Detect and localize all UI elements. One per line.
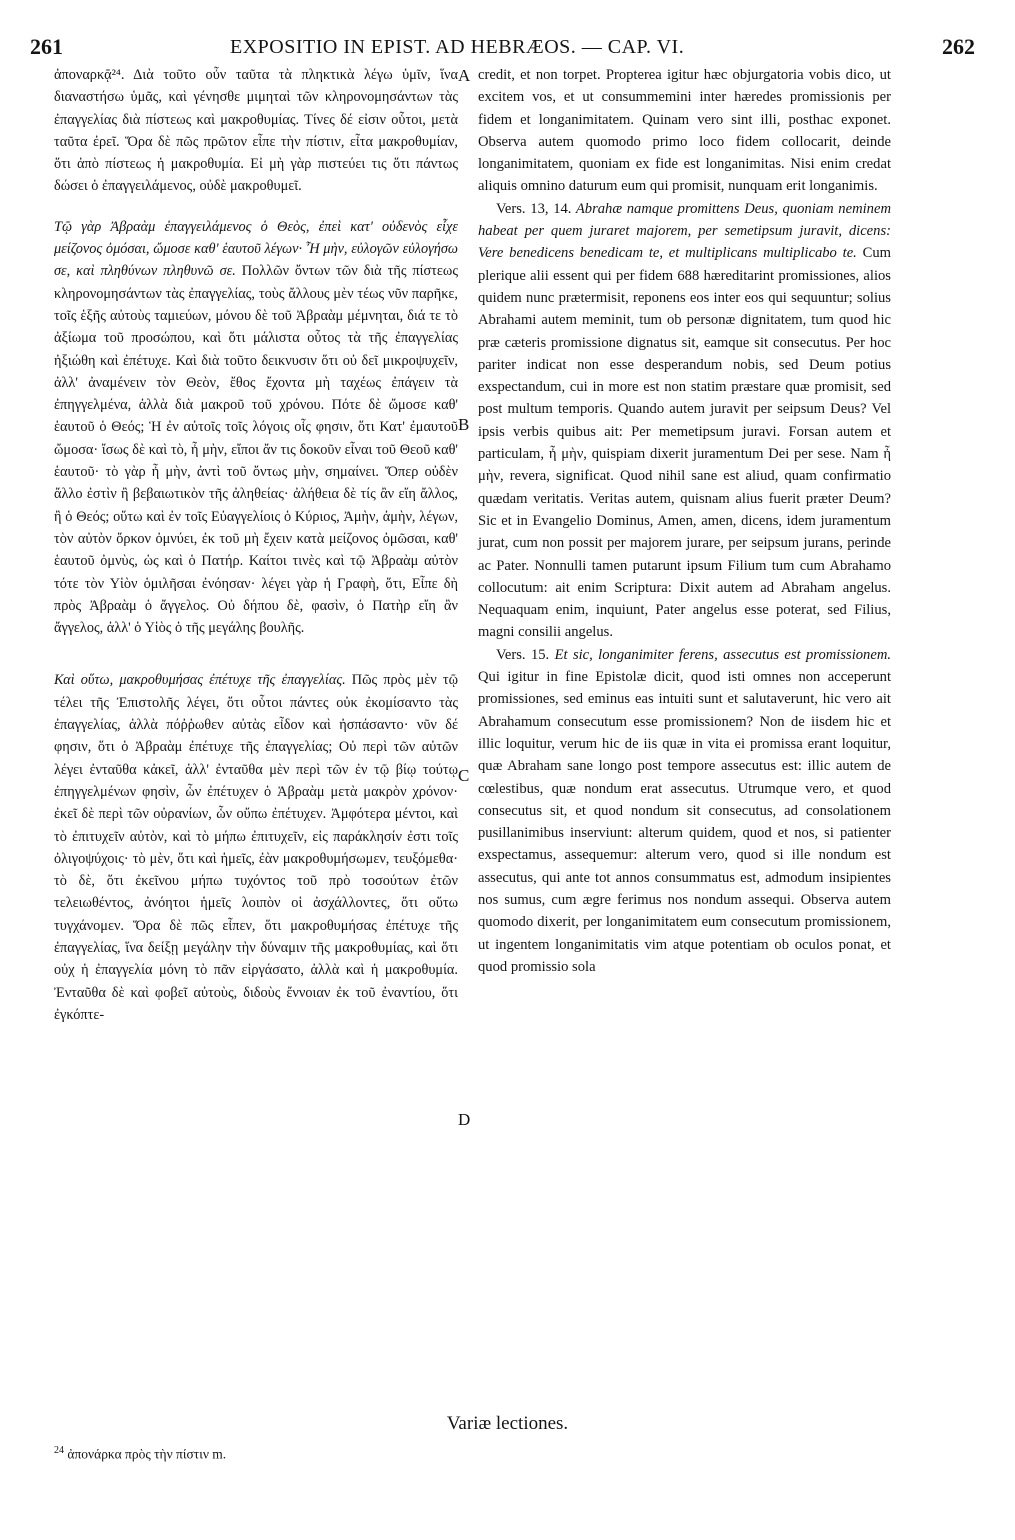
running-title: EXPOSITIO IN EPIST. AD HEBRÆOS. — CAP. VI. (230, 36, 685, 58)
greek-paragraph-2 (54, 216, 458, 640)
verse-label-13-14: Vers. 13, 14. (496, 200, 572, 217)
footnote-mark: 24 (54, 1445, 64, 1456)
greek-paragraph-1: ἀποναρκᾷ²⁴. Διὰ τοῦτο οὖν ταῦτα τὰ πληκτικὰ λέγω ὑμῖν, ἵνα διαναστήσω ὑμᾶς, καὶ γένησθε μιμηταὶ τῶν κληρονομησάντων τὰς ἐπαγγελίας διὰ πίστεως καὶ μακροθυμίας. Τίνες δέ εἰσιν οὗτοι, μετὰ ταῦτα ἐρεῖ. Ὅρα δὲ πῶς πρῶτον εἶπε τὴν πίστιν, εἶτα μακροθυμίαν, ὅτι ἀπὸ πίστεως ἡ μακροθυμία. Εἰ μὴ γὰρ πιστεύει τις ὅτι πάντως δώσει ὁ ἐπαγγειλάμενος, οὐδὲ μακροθυμεῖ. (54, 67, 458, 195)
page-number-right: 262 (942, 34, 975, 59)
greek-paragraph-3 (54, 669, 458, 1026)
footnote-text: ἀπονάρκα πρὸς τὴν πίστιν m. (64, 1446, 227, 1462)
margin-letter-c: C (458, 766, 470, 785)
greek-commentary-3: Πῶς πρὸς μὲν τῷ τέλει τῆς Ἐπιστολῆς λέγει, ὅτι οὗτοι πάντες οὐκ ἐκομίσαντο τὰς ἐπαγγελίας, ἀλλὰ πόῤῥωθεν αὐτὰς εἶδον καὶ ἠσπάσαντο· νῦν δέ φησιν, ὅτι ὁ Ἀβραὰμ ἐπέτυχε τῆς ἐπαγγελίας; Οὐ περὶ τῶν αὐτῶν λέγει ἐνταῦθα κἀκεῖ, ἀλλ' ἐνταῦθα μὲν περὶ τῶν ἐν τῷ βίῳ τούτῳ ἐπηγγελμένων φησὶν, ὧν ἐπέτυχεν ὁ Ἀβραὰμ μετὰ μακρὸν χρόνον· ἐκεῖ δὲ περὶ τῶν οὐρανίων, ὧν οὔπω ἐπέτυχεν. Ἀμφότερα μέντοι, καὶ τὸ ἐπιτυχεῖν αὐτὸν, καὶ τὸ μήπω ἐπιτυχεῖν, εἰς παράκλησίν ἐστι τοῖς ὀλιγοψύχοις· τὸ μὲν, ὅτι καὶ ἡμεῖς, ἐὰν μακροθυμήσωμεν, τευξόμεθα· τὸ δὲ, ὅτι ἐκεῖνου μήπω τυχόντος τοῦ πρὸ τοσούτων ἐτῶν τελειωθέντος, ἀνόητοι ἡμεῖς λοιπὸν οἱ ἀσχάλλοντες, ὅτι οὕτω τυγχάνομεν. Ὅρα δὲ πῶς εἶπεν, ὅτι μακροθυμήσας ἐπέτυχε τῆς ἐπαγγελίας, ἵνα δείξῃ μεγάλην τὴν δύναμιν τῆς μακροθυμίας, καὶ ὅτι οὐχ ἡ ἐπαγγελία μόνη τὸ πᾶν εἰργάσατο, ἀλλὰ καὶ ἡ μακροθυμία. Ἐνταῦθα δὲ καὶ φοβεῖ αὐτοὺς, διδοὺς ἔννοιαν ἐκ τοῦ ἐναντίου, ὅτι ἐγκόπτε- (54, 672, 458, 1023)
latin-paragraph-2 (478, 198, 891, 644)
latin-lemma-3: Et sic, longanimiter ferens, assecutus est promissionem. (549, 646, 892, 663)
variae-lectiones-heading: Variæ lectiones. (446, 1413, 569, 1434)
greek-column (54, 64, 458, 1026)
margin-letter-a: A (458, 66, 471, 85)
latin-paragraph-1: credit, et non torpet. Propterea igitur hæc objurgatoria vobis dico, ut excitem vos, et ut consummemini inter hæredes promissionis per fidem et longanimitatem. Quinam vero sint illi, posthac exponet. Observa autem quomodo primo loco fidem collocarit, deinde longanimitatem, quoniam ex fide est longanimitas. Nisi enim credat aliquis omnino daturum eum qui promisit, nunquam erit longanimis. (478, 67, 891, 195)
latin-commentary-3: Qui igitur in fine Epistolæ dicit, quod isti omnes non acceperunt promissiones, sed eminus eas intuiti sunt et salutaverunt, hic vero ait Abrahamum consecutum esse promissionem? Non de iisdem hic et illic loquitur, verum hic de iis quæ in vita ei promissa erant loquitur, quæ Abraham sane longo post tempore assecutus est: illic autem de cœlestibus, quæ nondum erat assecutus. Utrumque vero, et quod consecutus sit, et quod nondum sit consecutus, ad consolationem pusillanimibus inserviunt: alterum quidem, quod et nos, si patienter exspectamus, assequemur: alterum vero, quod si ille nondum est assecutus, qui ante tot annos consummatus est, admodum insipientes nos sumus, cum ægre ferimus nos nondum assequi. Observa autem quomodo dixerit, per longanimitatem eum consecutum promissionem, ut ingentem longanimitatis vim atque potentiam ob oculos ponat, et quod promissio sola (478, 669, 891, 975)
latin-commentary-2: Cum plerique alii essent qui per fidem 688 hæreditarint promissiones, alios quidem nunc prætermisit, reponens eos inter eos qui sequuntur; solius Abrahami autem meminit, tum ob personæ dignitatem, tum quod hic præ cæteris promissione dignatus sit, eamque sit consecutus. Per hoc pariter indicat non esse desperandum nobis, sed Deum potius exspectandum, cui in more est non statim præstare quæ promisit, sed post multum temporis. Quando autem juravit per seipsum Deus? Vel ipsis verbis quibus ait: Per memetipsum juravi. Forsan autem et particulam, ἦ μὴν, quispiam dixerit juramentum Dei per sese. Nam ἦ μὴν, revera, significat. Quod nihil sane est aliud, quam confirmatio quædam veritatis. Veritas autem, quisnam alius fuerit præter Deum? Sic et in Evangelio Dominus, Amen, amen, dicens, idem juramentum jurat, cum non possit per majorem jurare, per seipsum jurans, perinde ac Pater. Nonnulli tamen putarunt ipsum Filium tum cum Abrahamo collocutum: ait enim Scriptura: Dixit autem ad Abraham angelus. Nequaquam enim, inquiunt, Pater angelus esse poterat, sed Filius, magni consilii angelus. (478, 245, 892, 641)
verse-label-15: Vers. 15. (496, 646, 550, 663)
footnote (54, 1445, 226, 1463)
margin-letter-d: D (458, 1110, 471, 1129)
latin-column (478, 64, 891, 978)
latin-paragraph-3 (478, 644, 891, 978)
greek-lemma-2: Τῷ γὰρ Ἀβραὰμ ἐπαγγειλάμενος ὁ Θεὸς, ἐπεὶ κατ' οὐδενὸς εἶχε μείζονος ὀμόσαι, ὤμοσε καθ' ἑαυτοῦ λέγων· Ἦ μὴν, εὐλογῶν εὐλογήσω σε, καὶ πληθύνων πληθυνῶ σε. (54, 218, 458, 280)
page-number-left: 261 (30, 34, 63, 59)
greek-lemma-3: Καὶ οὕτω, μακροθυμήσας ἐπέτυχε τῆς ἐπαγγελίας. (54, 672, 346, 689)
margin-letter-b: B (458, 415, 470, 434)
greek-commentary-2: Πολλῶν ὄντων τῶν διὰ τῆς πίστεως κληρονομησάντων τὰς ἐπαγγελίας, τοὺς ἄλλους μὲν τέως νῦν παρῆκε, τοῖς ἑξῆς αὐτοὺς ταμιεύων, μόνου δὲ τοῦ Ἀβραὰμ μέμνηται, διά τε τὸ ἀξίωμα τοῦ προσώπου, καὶ ὅτι μάλιστα οὗτος τὰ τῆς ἐπαγγελίας ἠξιώθη καὶ ἐπέτυχε. Καὶ διὰ τοῦτο δεικνυσιν ὅτι οὐ δεῖ μικροψυχεῖν, ἀλλ' ἀναμένειν τὸν Θεὸν, ἔθος ἔχοντα μὴ ταχέως ἐπάγειν τὰ ἐπηγγελμένα, ἀλλὰ διὰ μακροῦ τοῦ χρόνου. Πότε δὲ ὤμοσε καθ' ἑαυτοῦ ὁ Θεός; Ἡ ἐν αὐτοῖς τοῖς λόγοις οἷς φησιν, ὅτι Κατ' ἐμαυτοῦ ὤμοσα· ἴσως δὲ καὶ τὸ, ἦ μὴν, εἴποι ἄν τις δοκοῦν εἶναι τοῦ Θεοῦ καθ' ἑαυτοῦ· τὸ γὰρ ἦ μὴν, ἀντὶ τοῦ ὄντως μὴν, σημαίνει. Ὅπερ οὐδὲν ἄλλο ἐστὶν ἢ βεβαιωτικὸν τῆς ἀληθείας· ἀλήθεια δὲ τίς ἂν εἴη ἄλλος, ἢ ὁ Θεός; οὕτω καὶ ἐν τοῖς Εὐαγγελίοις ὁ Κύριος, Ἀμὴν, ἀμὴν, λέγων, τὸν αὐτὸν ὅρκον ὀμνύει, ἐκ τοῦ μὴ ἔχειν κατὰ μείζονος ὀμῶσαι, καθ' ἑαυτοῦ ὀμνὺς, ὡς καὶ ὁ Πατήρ. Καίτοι τινὲς καὶ τῷ Ἀβραὰμ αὐτὸν τότε τὸν Υἱὸν ὁμιλῆσαι ἐνόησαν· λέγει γὰρ ἡ Γραφὴ, ὅτι, Εἶπε δὴ πρὸς Ἀβραὰμ ὁ ἄγγελος. Οὐ δήπου δὲ, φασὶν, ὁ Πατὴρ εἴη ἂν ἄγγελος, ἀλλ' ὁ Υἱὸς ὁ τῆς μεγάλης βουλῆς. (54, 263, 458, 637)
latin-lemma-2: Abrahæ namque promittens Deus, quoniam neminem habeat per quem juraret majorem, per semetipsum juravit, dicens: Vere benedicens benedicam te, et multiplicans multiplicabo te. (478, 200, 891, 262)
running-header (30, 34, 975, 60)
